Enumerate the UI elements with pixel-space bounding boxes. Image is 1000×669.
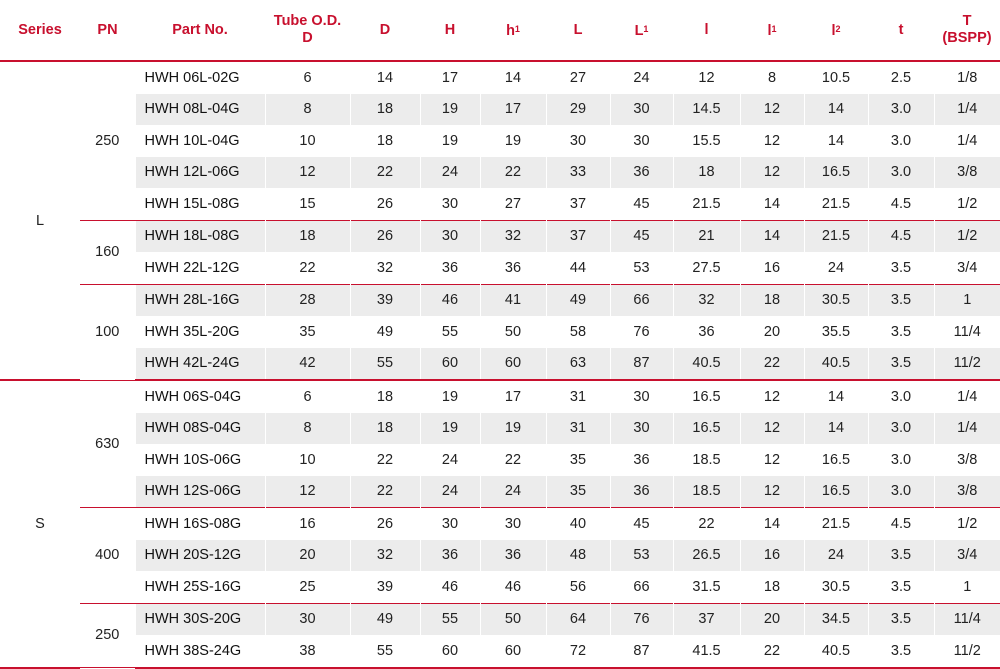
cell-l: 36 [673, 316, 740, 348]
part-no-cell: HWH 42L-24G [135, 348, 265, 381]
cell-l-upper: 58 [546, 316, 610, 348]
header-l: l [673, 0, 740, 61]
part-no-cell: HWH 15L-08G [135, 188, 265, 220]
cell-l-upper: 56 [546, 571, 610, 603]
header-h1 [480, 0, 546, 61]
cell-l1: 14 [740, 220, 804, 252]
pn-cell: 160 [80, 220, 135, 284]
header-l1-sub: 1 [771, 23, 777, 34]
series-cell: L [0, 61, 80, 380]
cell-d: 32 [350, 252, 420, 284]
table-row [0, 635, 1000, 668]
part-no-cell: HWH 28L-16G [135, 284, 265, 316]
cell-d: 39 [350, 571, 420, 603]
pn-cell: 400 [80, 508, 135, 604]
cell-h: 17 [420, 61, 480, 94]
cell-h: 55 [420, 316, 480, 348]
header-T-line1: T [962, 13, 972, 29]
cell-od: 38 [265, 635, 350, 668]
header-tube-od-line1: Tube O.D. [273, 13, 342, 29]
cell-l2: 14 [804, 94, 868, 126]
cell-t: 3.0 [868, 125, 934, 157]
cell-od: 25 [265, 571, 350, 603]
cell-l2: 21.5 [804, 508, 868, 540]
pn-cell: 250 [80, 603, 135, 668]
cell-h: 46 [420, 284, 480, 316]
header-l2-sub: 2 [835, 23, 841, 34]
cell-l: 21 [673, 220, 740, 252]
cell-l: 12 [673, 61, 740, 94]
cell-h1: 46 [480, 571, 546, 603]
part-no-cell: HWH 20S-12G [135, 540, 265, 572]
header-row [0, 0, 1000, 61]
cell-l1-upper: 30 [610, 413, 673, 445]
cell-t: 3.0 [868, 476, 934, 508]
part-no-cell: HWH 18L-08G [135, 220, 265, 252]
header-T-line2: (BSPP) [942, 30, 992, 46]
table-row [0, 188, 1000, 220]
cell-od: 10 [265, 125, 350, 157]
cell-l: 26.5 [673, 540, 740, 572]
cell-h: 30 [420, 508, 480, 540]
cell-l: 16.5 [673, 380, 740, 413]
cell-t-upper: 3/8 [934, 444, 1000, 476]
cell-t-upper: 1/4 [934, 125, 1000, 157]
cell-h1: 24 [480, 476, 546, 508]
cell-l1-upper: 53 [610, 252, 673, 284]
header-l1 [740, 0, 804, 61]
header-L1-base: L [634, 22, 644, 39]
table-row [0, 413, 1000, 445]
header-tube-od [265, 0, 350, 61]
table-row [0, 444, 1000, 476]
cell-l-upper: 30 [546, 125, 610, 157]
cell-od: 6 [265, 380, 350, 413]
cell-l1-upper: 53 [610, 540, 673, 572]
cell-t: 3.5 [868, 284, 934, 316]
pn-cell: 100 [80, 284, 135, 380]
cell-h: 55 [420, 603, 480, 635]
cell-l: 16.5 [673, 413, 740, 445]
part-no-cell: HWH 12L-06G [135, 157, 265, 189]
cell-l-upper: 35 [546, 444, 610, 476]
cell-l: 41.5 [673, 635, 740, 668]
cell-l: 40.5 [673, 348, 740, 381]
cell-t-upper: 1 [934, 571, 1000, 603]
cell-t: 3.5 [868, 571, 934, 603]
cell-t: 4.5 [868, 508, 934, 540]
cell-t: 3.0 [868, 157, 934, 189]
cell-d: 22 [350, 444, 420, 476]
cell-l-upper: 48 [546, 540, 610, 572]
cell-od: 28 [265, 284, 350, 316]
cell-t-upper: 1 [934, 284, 1000, 316]
cell-h: 19 [420, 380, 480, 413]
cell-h: 24 [420, 444, 480, 476]
cell-l-upper: 40 [546, 508, 610, 540]
table-row [0, 380, 1000, 413]
cell-l2: 40.5 [804, 635, 868, 668]
cell-l1-upper: 87 [610, 348, 673, 381]
cell-l1-upper: 76 [610, 603, 673, 635]
cell-t: 2.5 [868, 61, 934, 94]
cell-h1: 30 [480, 508, 546, 540]
cell-od: 10 [265, 444, 350, 476]
part-no-cell: HWH 06S-04G [135, 380, 265, 413]
table-row [0, 157, 1000, 189]
pn-cell: 630 [80, 380, 135, 508]
cell-d: 18 [350, 413, 420, 445]
table-row [0, 348, 1000, 381]
cell-t: 3.5 [868, 540, 934, 572]
cell-l2: 10.5 [804, 61, 868, 94]
part-no-cell: HWH 16S-08G [135, 508, 265, 540]
part-no-cell: HWH 10S-06G [135, 444, 265, 476]
part-no-cell: HWH 25S-16G [135, 571, 265, 603]
cell-l2: 30.5 [804, 571, 868, 603]
cell-t-upper: 1/8 [934, 61, 1000, 94]
cell-t: 3.0 [868, 444, 934, 476]
cell-h1: 50 [480, 316, 546, 348]
cell-h1: 22 [480, 157, 546, 189]
cell-t-upper: 11/4 [934, 316, 1000, 348]
cell-l1: 16 [740, 252, 804, 284]
cell-h: 24 [420, 157, 480, 189]
spec-table-body [0, 61, 1000, 668]
cell-l1: 12 [740, 125, 804, 157]
cell-od: 42 [265, 348, 350, 381]
cell-t-upper: 11/2 [934, 348, 1000, 381]
header-l2-base: l [831, 22, 836, 39]
cell-l1: 22 [740, 635, 804, 668]
cell-h1: 17 [480, 94, 546, 126]
part-no-cell: HWH 22L-12G [135, 252, 265, 284]
cell-h: 19 [420, 413, 480, 445]
cell-od: 6 [265, 61, 350, 94]
cell-l-upper: 72 [546, 635, 610, 668]
cell-d: 49 [350, 603, 420, 635]
cell-l1-upper: 30 [610, 125, 673, 157]
cell-h: 36 [420, 540, 480, 572]
cell-l: 18.5 [673, 444, 740, 476]
cell-l2: 35.5 [804, 316, 868, 348]
header-pn: PN [80, 0, 135, 61]
cell-l2: 24 [804, 252, 868, 284]
cell-d: 26 [350, 188, 420, 220]
cell-l: 18 [673, 157, 740, 189]
cell-t: 3.5 [868, 252, 934, 284]
cell-l1: 20 [740, 603, 804, 635]
header-L: L [546, 0, 610, 61]
part-no-cell: HWH 08L-04G [135, 94, 265, 126]
cell-l1-upper: 45 [610, 220, 673, 252]
cell-t: 4.5 [868, 220, 934, 252]
cell-l1: 22 [740, 348, 804, 381]
cell-d: 39 [350, 284, 420, 316]
cell-od: 15 [265, 188, 350, 220]
cell-d: 26 [350, 220, 420, 252]
table-row [0, 316, 1000, 348]
cell-h: 60 [420, 635, 480, 668]
table-row [0, 125, 1000, 157]
cell-h1: 19 [480, 125, 546, 157]
cell-d: 55 [350, 348, 420, 381]
cell-od: 22 [265, 252, 350, 284]
cell-l: 37 [673, 603, 740, 635]
cell-t-upper: 1/2 [934, 508, 1000, 540]
part-no-cell: HWH 38S-24G [135, 635, 265, 668]
cell-h1: 17 [480, 380, 546, 413]
cell-l1-upper: 30 [610, 94, 673, 126]
cell-h1: 22 [480, 444, 546, 476]
cell-l-upper: 33 [546, 157, 610, 189]
cell-h1: 60 [480, 635, 546, 668]
cell-l1: 16 [740, 540, 804, 572]
cell-t-upper: 3/8 [934, 157, 1000, 189]
part-no-cell: HWH 12S-06G [135, 476, 265, 508]
table-row [0, 603, 1000, 635]
cell-h1: 14 [480, 61, 546, 94]
cell-l1: 18 [740, 284, 804, 316]
cell-l1: 14 [740, 508, 804, 540]
cell-h: 30 [420, 188, 480, 220]
table-row [0, 476, 1000, 508]
part-no-cell: HWH 35L-20G [135, 316, 265, 348]
cell-l1-upper: 45 [610, 188, 673, 220]
cell-d: 18 [350, 125, 420, 157]
cell-l: 27.5 [673, 252, 740, 284]
cell-l2: 16.5 [804, 444, 868, 476]
cell-t-upper: 11/4 [934, 603, 1000, 635]
cell-d: 14 [350, 61, 420, 94]
cell-t: 3.0 [868, 380, 934, 413]
header-L1-sub: 1 [643, 23, 649, 34]
cell-od: 12 [265, 476, 350, 508]
cell-l2: 14 [804, 380, 868, 413]
cell-d: 26 [350, 508, 420, 540]
cell-l-upper: 44 [546, 252, 610, 284]
table-row [0, 252, 1000, 284]
cell-l2: 16.5 [804, 157, 868, 189]
cell-od: 8 [265, 413, 350, 445]
cell-l: 21.5 [673, 188, 740, 220]
cell-l2: 14 [804, 125, 868, 157]
header-series: Series [0, 0, 80, 61]
cell-t-upper: 3/4 [934, 540, 1000, 572]
cell-h: 46 [420, 571, 480, 603]
cell-d: 22 [350, 476, 420, 508]
cell-l-upper: 49 [546, 284, 610, 316]
cell-od: 18 [265, 220, 350, 252]
part-no-cell: HWH 30S-20G [135, 603, 265, 635]
cell-d: 49 [350, 316, 420, 348]
cell-t: 3.5 [868, 348, 934, 381]
cell-l1-upper: 36 [610, 444, 673, 476]
cell-h1: 50 [480, 603, 546, 635]
cell-l1: 12 [740, 444, 804, 476]
cell-t: 4.5 [868, 188, 934, 220]
pn-cell: 250 [80, 61, 135, 220]
cell-l1: 18 [740, 571, 804, 603]
cell-t: 3.0 [868, 413, 934, 445]
header-part-no: Part No. [135, 0, 265, 61]
cell-t-upper: 11/2 [934, 635, 1000, 668]
header-d: D [350, 0, 420, 61]
cell-l1: 20 [740, 316, 804, 348]
cell-t: 3.0 [868, 94, 934, 126]
cell-t-upper: 3/8 [934, 476, 1000, 508]
header-l2 [804, 0, 868, 61]
cell-t-upper: 3/4 [934, 252, 1000, 284]
cell-od: 12 [265, 157, 350, 189]
cell-od: 16 [265, 508, 350, 540]
cell-od: 20 [265, 540, 350, 572]
cell-l: 32 [673, 284, 740, 316]
cell-l2: 40.5 [804, 348, 868, 381]
cell-od: 35 [265, 316, 350, 348]
cell-d: 32 [350, 540, 420, 572]
header-tube-od-line2: D [302, 30, 313, 46]
table-row [0, 220, 1000, 252]
cell-l-upper: 35 [546, 476, 610, 508]
cell-l1: 8 [740, 61, 804, 94]
cell-h: 36 [420, 252, 480, 284]
cell-t: 3.5 [868, 603, 934, 635]
cell-t-upper: 1/4 [934, 380, 1000, 413]
cell-l2: 21.5 [804, 188, 868, 220]
table-row [0, 94, 1000, 126]
cell-h1: 36 [480, 540, 546, 572]
cell-l-upper: 63 [546, 348, 610, 381]
part-no-cell: HWH 10L-04G [135, 125, 265, 157]
cell-l: 14.5 [673, 94, 740, 126]
cell-l1: 12 [740, 157, 804, 189]
cell-l: 31.5 [673, 571, 740, 603]
cell-l1-upper: 87 [610, 635, 673, 668]
cell-h1: 41 [480, 284, 546, 316]
table-row [0, 284, 1000, 316]
cell-l: 22 [673, 508, 740, 540]
cell-t-upper: 1/2 [934, 220, 1000, 252]
table-row [0, 571, 1000, 603]
cell-l-upper: 31 [546, 380, 610, 413]
cell-h: 60 [420, 348, 480, 381]
cell-l1-upper: 24 [610, 61, 673, 94]
header-h1-base: h [506, 22, 515, 39]
cell-l1-upper: 45 [610, 508, 673, 540]
cell-l2: 30.5 [804, 284, 868, 316]
cell-l-upper: 37 [546, 188, 610, 220]
cell-l1: 12 [740, 476, 804, 508]
cell-od: 30 [265, 603, 350, 635]
cell-od: 8 [265, 94, 350, 126]
cell-l-upper: 37 [546, 220, 610, 252]
cell-l-upper: 27 [546, 61, 610, 94]
cell-t-upper: 1/4 [934, 413, 1000, 445]
table-row [0, 508, 1000, 540]
cell-h1: 36 [480, 252, 546, 284]
cell-h1: 27 [480, 188, 546, 220]
cell-l1: 14 [740, 188, 804, 220]
cell-d: 22 [350, 157, 420, 189]
cell-l1-upper: 66 [610, 571, 673, 603]
cell-h1: 32 [480, 220, 546, 252]
cell-l-upper: 64 [546, 603, 610, 635]
cell-d: 18 [350, 380, 420, 413]
cell-l2: 24 [804, 540, 868, 572]
cell-l1: 12 [740, 94, 804, 126]
cell-l1-upper: 36 [610, 157, 673, 189]
cell-l2: 14 [804, 413, 868, 445]
cell-l1: 12 [740, 380, 804, 413]
cell-t-upper: 1/2 [934, 188, 1000, 220]
cell-t-upper: 1/4 [934, 94, 1000, 126]
cell-d: 55 [350, 635, 420, 668]
cell-l1-upper: 66 [610, 284, 673, 316]
cell-l2: 16.5 [804, 476, 868, 508]
header-L1 [610, 0, 673, 61]
series-cell: S [0, 380, 80, 668]
cell-t: 3.5 [868, 635, 934, 668]
cell-l: 15.5 [673, 125, 740, 157]
cell-l1-upper: 36 [610, 476, 673, 508]
table-row [0, 540, 1000, 572]
part-no-cell: HWH 08S-04G [135, 413, 265, 445]
header-T-bspp [934, 0, 1000, 61]
cell-l2: 34.5 [804, 603, 868, 635]
cell-l-upper: 31 [546, 413, 610, 445]
header-l1-base: l [767, 22, 772, 39]
table-row [0, 61, 1000, 94]
cell-h1: 60 [480, 348, 546, 381]
cell-h: 19 [420, 94, 480, 126]
cell-t: 3.5 [868, 316, 934, 348]
header-h1-sub: 1 [514, 23, 520, 34]
cell-h: 30 [420, 220, 480, 252]
cell-l: 18.5 [673, 476, 740, 508]
cell-l1-upper: 76 [610, 316, 673, 348]
cell-h: 24 [420, 476, 480, 508]
part-no-cell: HWH 06L-02G [135, 61, 265, 94]
cell-h: 19 [420, 125, 480, 157]
cell-l1: 12 [740, 413, 804, 445]
cell-l-upper: 29 [546, 94, 610, 126]
header-h: H [420, 0, 480, 61]
cell-l2: 21.5 [804, 220, 868, 252]
cell-l1-upper: 30 [610, 380, 673, 413]
cell-h1: 19 [480, 413, 546, 445]
header-t: t [868, 0, 934, 61]
cell-d: 18 [350, 94, 420, 126]
